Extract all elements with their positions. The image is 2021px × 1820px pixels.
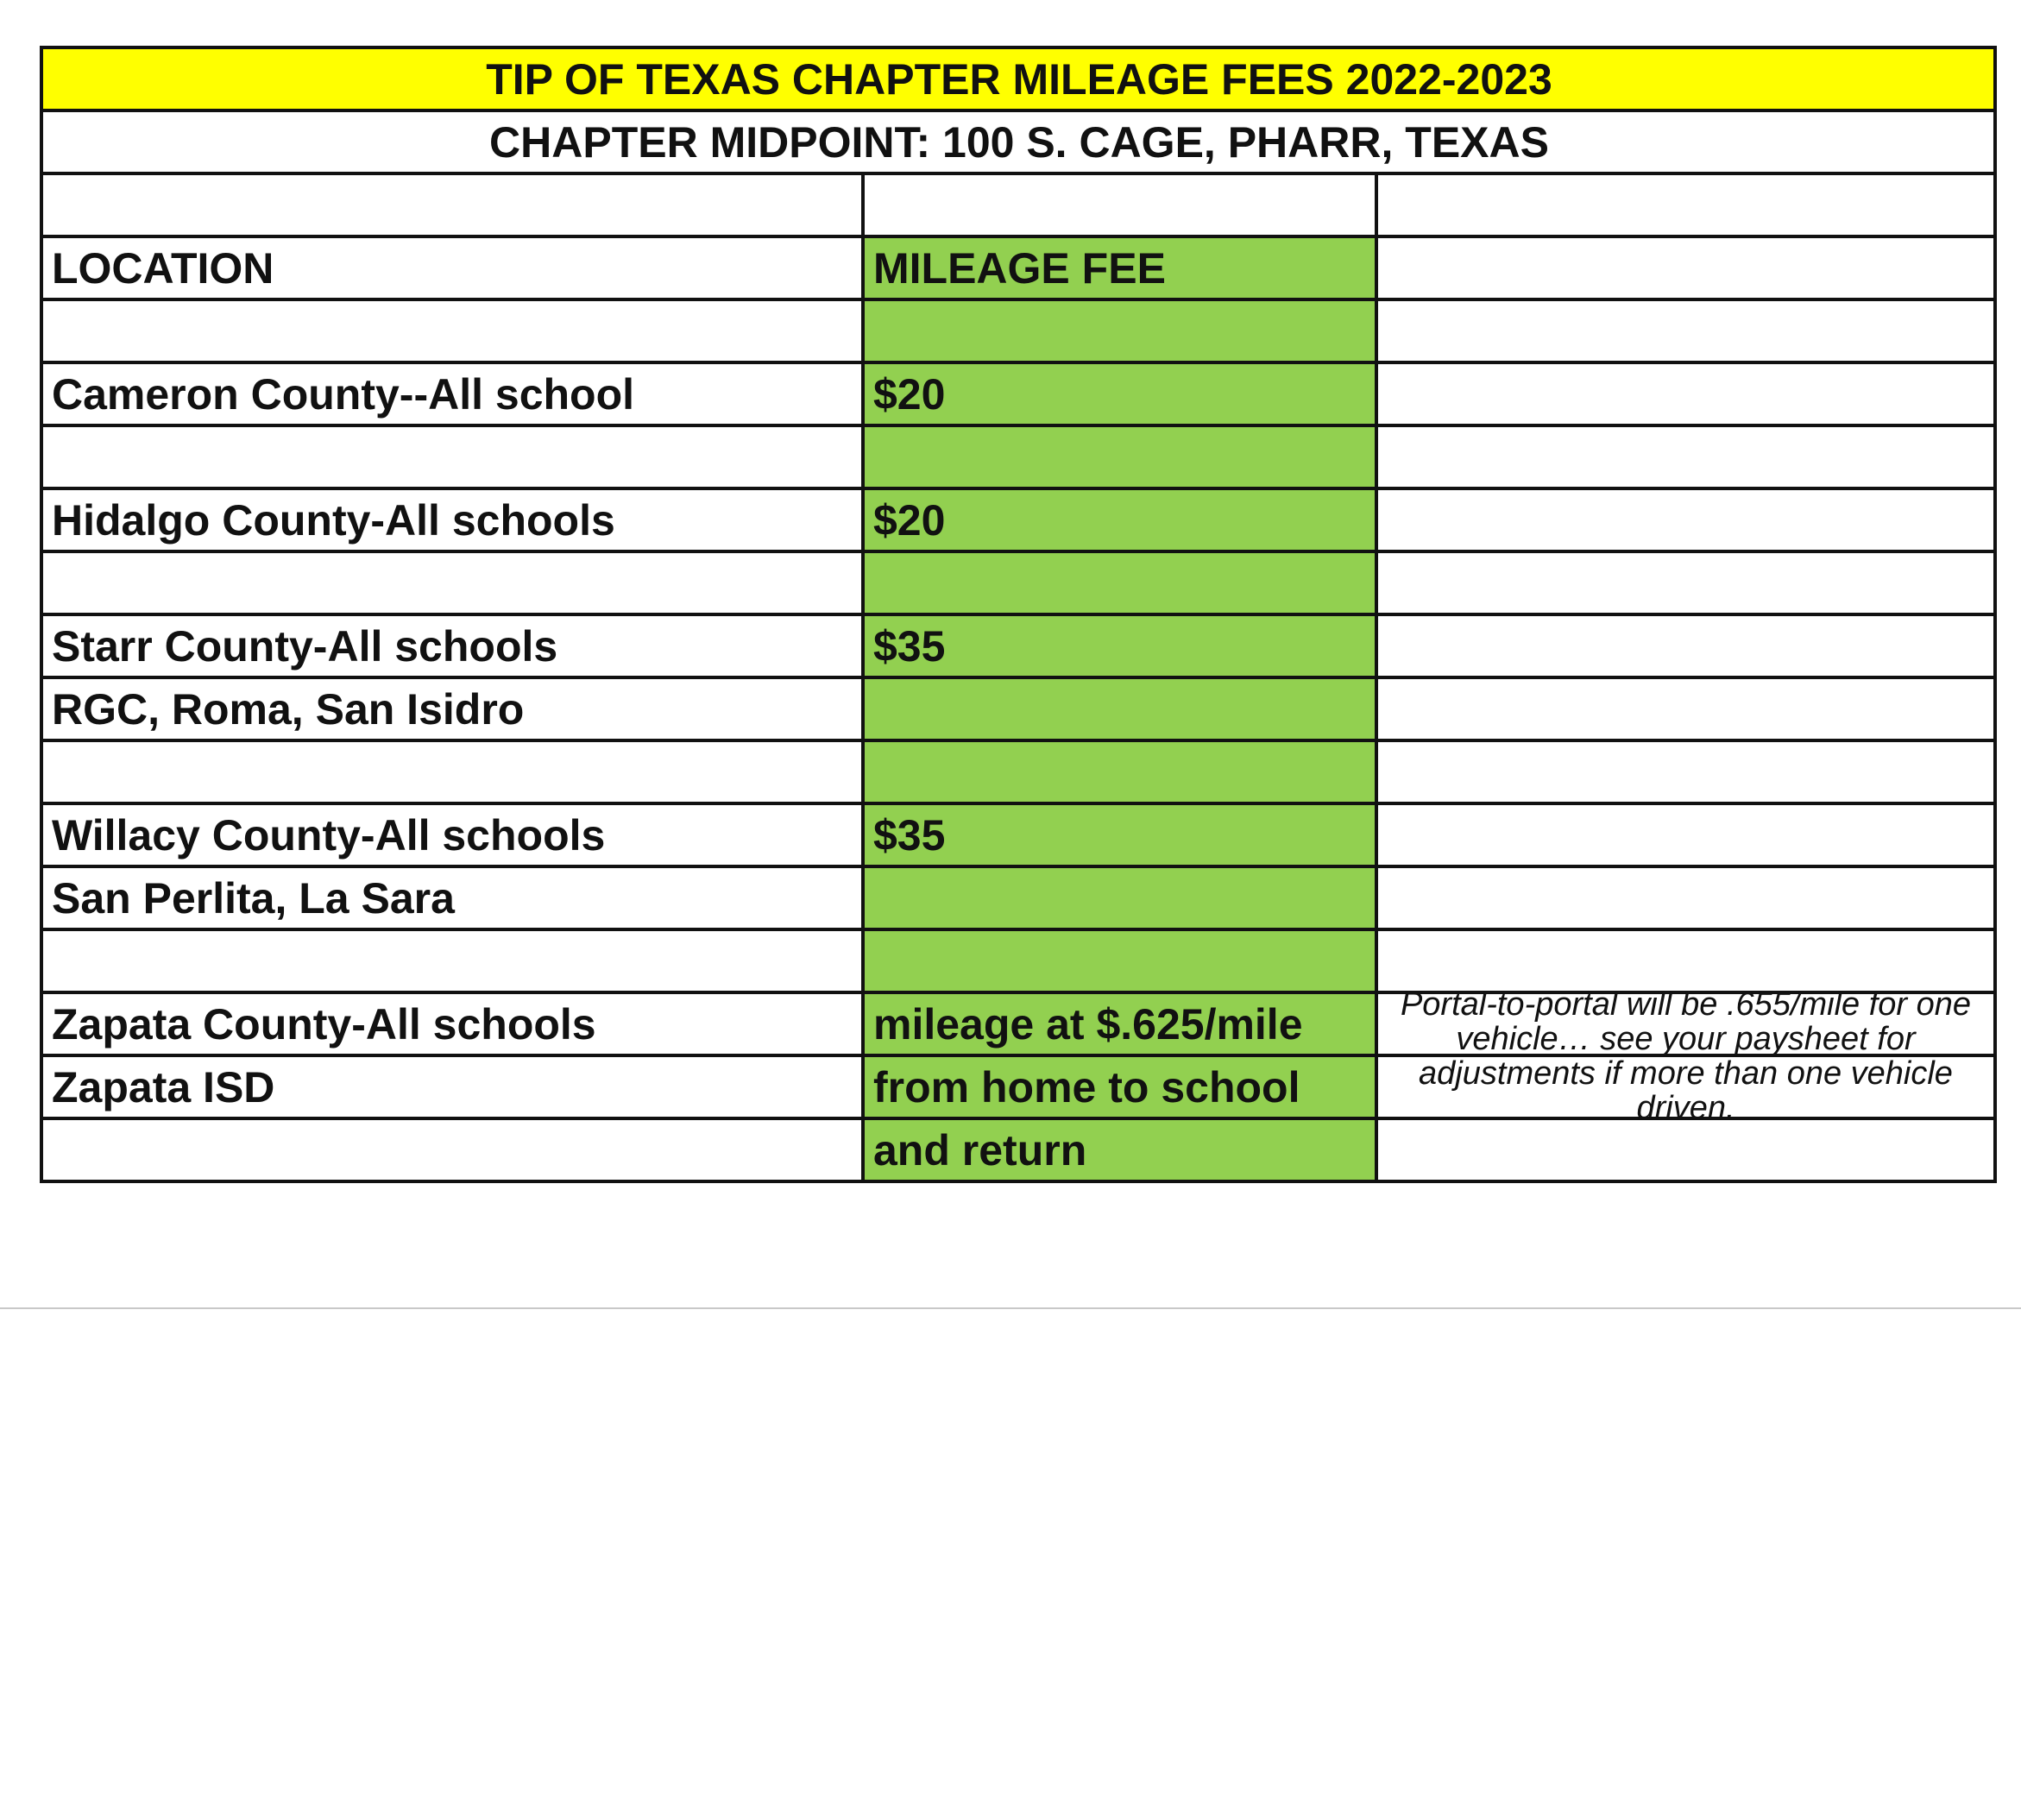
location-cell: Willacy County-All schools — [41, 803, 863, 866]
table-row — [41, 992, 1995, 1055]
note-cell — [1376, 362, 1995, 425]
location-cell — [41, 425, 863, 488]
mileage-fee-sheet — [40, 46, 1993, 1183]
fee-cell — [863, 866, 1376, 929]
mileage-fee-table — [40, 46, 1997, 1183]
fee-cell: mileage at $.625/mile — [863, 992, 1376, 1055]
table-row — [41, 1118, 1995, 1181]
sheet-title: TIP OF TEXAS CHAPTER MILEAGE FEES 2022-2023 — [41, 47, 1995, 110]
fee-cell — [863, 299, 1376, 362]
table-row — [41, 740, 1995, 803]
portal-to-portal-note: Portal-to-portal will be .655/mile for one vehicle… see your paysheet for adjustments if more than one vehicle driven. — [1400, 986, 1972, 1126]
table-row — [41, 677, 1995, 740]
fee-cell: $20 — [863, 362, 1376, 425]
location-cell: San Perlita, La Sara — [41, 866, 863, 929]
fee-cell: and return — [863, 1118, 1376, 1181]
title-row — [41, 47, 1995, 110]
note-cell — [1376, 614, 1995, 677]
blank-cell — [41, 173, 863, 236]
location-cell: Starr County-All schools — [41, 614, 863, 677]
table-row — [41, 803, 1995, 866]
chapter-midpoint: CHAPTER MIDPOINT: 100 S. CAGE, PHARR, TEXAS — [41, 110, 1995, 173]
fee-cell: from home to school — [863, 1055, 1376, 1118]
fee-cell — [863, 677, 1376, 740]
location-cell — [41, 551, 863, 614]
note-cell — [1376, 740, 1995, 803]
mileage-fee-header: MILEAGE FEE — [863, 236, 1376, 299]
fee-cell: $35 — [863, 803, 1376, 866]
note-cell — [1376, 929, 1995, 992]
table-row — [41, 488, 1995, 551]
note-cell — [1376, 488, 1995, 551]
fee-cell — [863, 929, 1376, 992]
location-cell — [41, 299, 863, 362]
table-row — [41, 614, 1995, 677]
note-cell — [1376, 299, 1995, 362]
note-cell — [1376, 425, 1995, 488]
blank-row — [41, 173, 1995, 236]
location-cell: RGC, Roma, San Isidro — [41, 677, 863, 740]
note-cell — [1376, 803, 1995, 866]
note-cell — [1376, 551, 1995, 614]
table-row — [41, 551, 1995, 614]
location-header: LOCATION — [41, 236, 863, 299]
portal-note-cell — [1376, 986, 1995, 1126]
blank-cell — [863, 173, 1376, 236]
table-row — [41, 362, 1995, 425]
location-cell: Cameron County--All school — [41, 362, 863, 425]
location-cell: Zapata ISD — [41, 1055, 863, 1118]
blank-cell — [1376, 236, 1995, 299]
location-cell — [41, 740, 863, 803]
fee-cell: $20 — [863, 488, 1376, 551]
page-divider — [0, 1307, 2021, 1309]
location-cell — [41, 929, 863, 992]
fee-cell: $35 — [863, 614, 1376, 677]
fee-cell — [863, 551, 1376, 614]
fee-cell — [863, 740, 1376, 803]
location-cell: Zapata County-All schools — [41, 992, 863, 1055]
note-cell — [1376, 677, 1995, 740]
note-cell — [1376, 866, 1995, 929]
table-row — [41, 299, 1995, 362]
header-row — [41, 236, 1995, 299]
table-row — [41, 929, 1995, 992]
location-cell — [41, 1118, 863, 1181]
fee-cell — [863, 425, 1376, 488]
blank-cell — [1376, 173, 1995, 236]
table-row — [41, 866, 1995, 929]
subtitle-row — [41, 110, 1995, 173]
table-row — [41, 425, 1995, 488]
note-cell — [1376, 1118, 1995, 1181]
location-cell: Hidalgo County-All schools — [41, 488, 863, 551]
